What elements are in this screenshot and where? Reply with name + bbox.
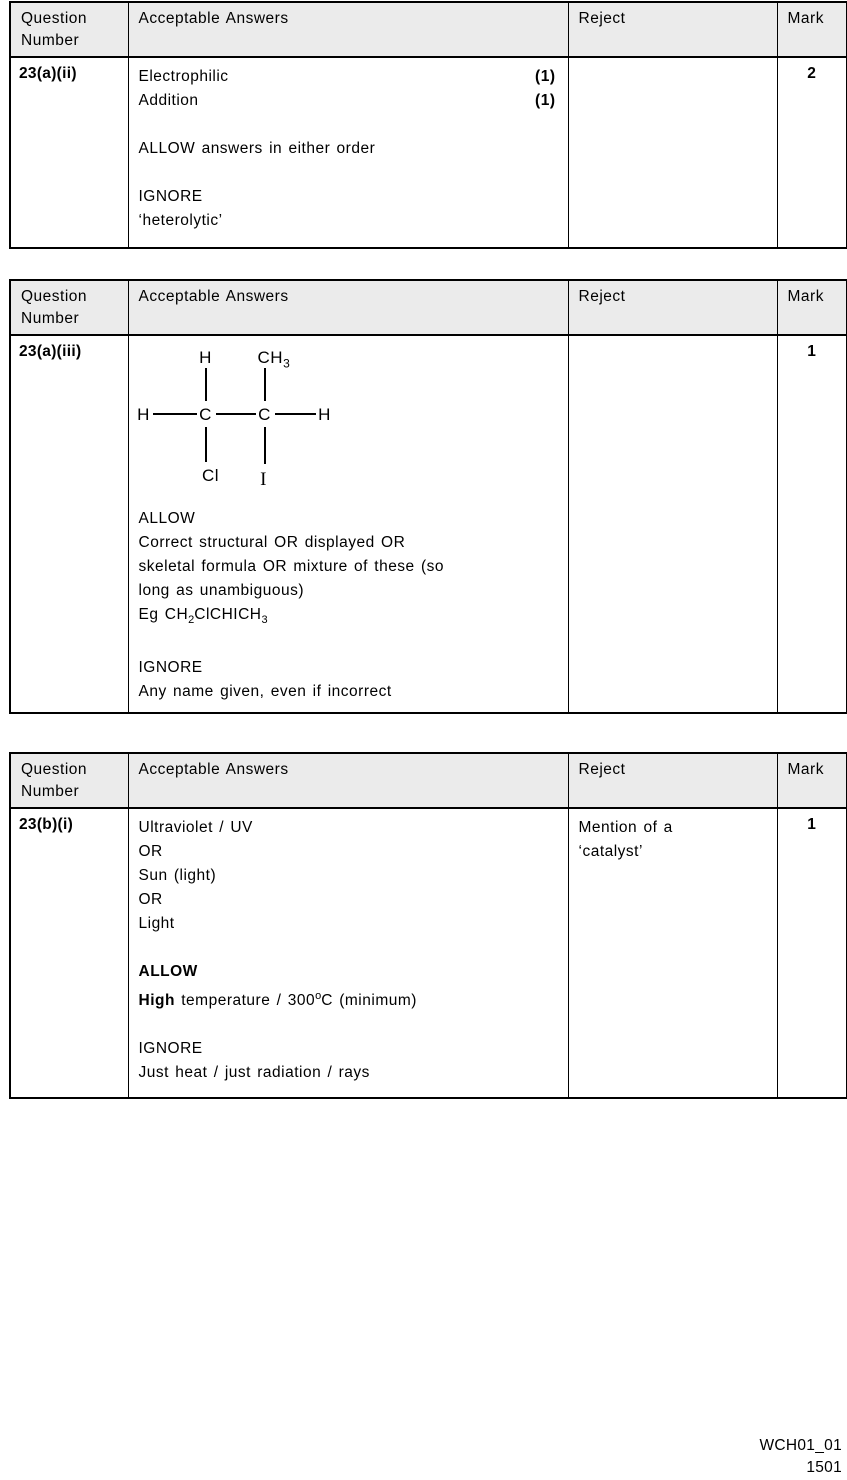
table-header-row: [10, 280, 847, 335]
text-line: [139, 936, 556, 960]
mark-value-cell: 1: [777, 808, 847, 1098]
col-header-question-number: Question Number: [10, 2, 128, 57]
atom-chlorine: Cl: [201, 466, 220, 485]
atom-hydrogen: H: [199, 348, 212, 367]
answer-text: [139, 507, 556, 704]
table-row: [10, 808, 847, 1098]
atom-methyl-group: $CH_3$: [257, 348, 291, 371]
text-line: Light: [138, 915, 175, 932]
question-number-cell: 23(a)(ii): [10, 57, 128, 248]
text-line: [139, 113, 556, 137]
col-header-reject: Reject: [568, 2, 777, 57]
atom-carbon: C: [258, 405, 271, 424]
bond-line: [216, 413, 256, 415]
text-line: High temperature / 300$^o$C (minimum): [138, 990, 417, 1010]
mark-scheme-table-23bi: [9, 752, 847, 1099]
text-line: IGNORE: [138, 188, 203, 205]
mark-value-cell: 1: [777, 335, 847, 713]
table-row: [10, 335, 847, 713]
text-line: ‘catalyst’: [578, 843, 643, 860]
text-line: Ultraviolet / UV: [138, 819, 253, 836]
text-line: OR: [138, 891, 163, 908]
text-line: Sun (light): [138, 867, 217, 884]
bond-line: [275, 413, 316, 415]
text-line: Just heat / just radiation / rays: [138, 1064, 370, 1082]
col-header-mark: Mark: [777, 753, 847, 808]
col-header-mark: Mark: [777, 280, 847, 335]
col-header-acceptable-answers: Acceptable Answers: [128, 2, 568, 57]
acceptable-answers-cell: [128, 808, 568, 1098]
text-line: Electrophilic (1): [138, 68, 556, 85]
text-line: Eg $CH_2ClCHICH_3$: [138, 606, 268, 627]
bond-line: [264, 368, 266, 401]
mark-value-cell: 2: [777, 57, 847, 248]
text-line: [139, 632, 556, 656]
text-line: [139, 161, 556, 185]
acceptable-answers-cell: [128, 57, 568, 248]
text-line: [139, 1013, 556, 1037]
text-line: ALLOW answers in either order: [138, 140, 376, 157]
text-line: Any name given, even if incorrect: [138, 683, 392, 701]
acceptable-answers-cell: [128, 335, 568, 713]
atom-iodine: I: [260, 469, 267, 490]
bond-line: [153, 413, 197, 415]
col-header-acceptable-answers: Acceptable Answers: [128, 280, 568, 335]
table-header-row: [10, 753, 847, 808]
atom-hydrogen: H: [318, 405, 331, 424]
col-header-mark: Mark: [777, 2, 847, 57]
mark-scheme-page: [9, 1, 846, 1099]
answer-text: [139, 816, 556, 1085]
text-line: Mention of a: [578, 819, 673, 836]
bond-line: [205, 368, 207, 401]
text-line: long as unambiguous): [138, 582, 305, 599]
footer-session-code: 1501: [806, 1459, 842, 1476]
reject-cell: [568, 808, 777, 1098]
displayed-formula-diagram: [139, 349, 556, 507]
text-line: OR: [138, 843, 163, 860]
col-header-reject: Reject: [568, 280, 777, 335]
text-line: IGNORE: [138, 659, 203, 677]
text-line: Addition (1): [138, 92, 556, 109]
reject-cell: [568, 335, 777, 713]
answer-text: [139, 65, 556, 233]
table-header-row: [10, 2, 847, 57]
text-line: ALLOW: [138, 963, 198, 980]
col-header-reject: Reject: [568, 753, 777, 808]
table-row: [10, 57, 847, 248]
atom-carbon: C: [199, 405, 212, 424]
text-line: ALLOW: [138, 510, 196, 527]
question-number-cell: 23(a)(iii): [10, 335, 128, 713]
col-header-question-number: Question Number: [10, 280, 128, 335]
reject-cell: [568, 57, 777, 248]
col-header-acceptable-answers: Acceptable Answers: [128, 753, 568, 808]
question-number-cell: 23(b)(i): [10, 808, 128, 1098]
footer-paper-code: WCH01_01: [759, 1437, 842, 1454]
col-header-question-number: Question Number: [10, 753, 128, 808]
page-footer: [759, 1435, 842, 1479]
reject-text: [579, 816, 769, 864]
atom-hydrogen: H: [137, 405, 150, 424]
text-line: Correct structural OR displayed OR: [138, 534, 406, 551]
mark-scheme-table-23aii: [9, 1, 847, 249]
bond-line: [205, 427, 207, 462]
bond-line: [264, 427, 266, 464]
mark-scheme-table-23aiii: [9, 279, 847, 714]
text-line: IGNORE: [138, 1040, 203, 1058]
text-line: skeletal formula OR mixture of these (so: [138, 558, 445, 575]
text-line: ‘heterolytic’: [138, 212, 223, 229]
